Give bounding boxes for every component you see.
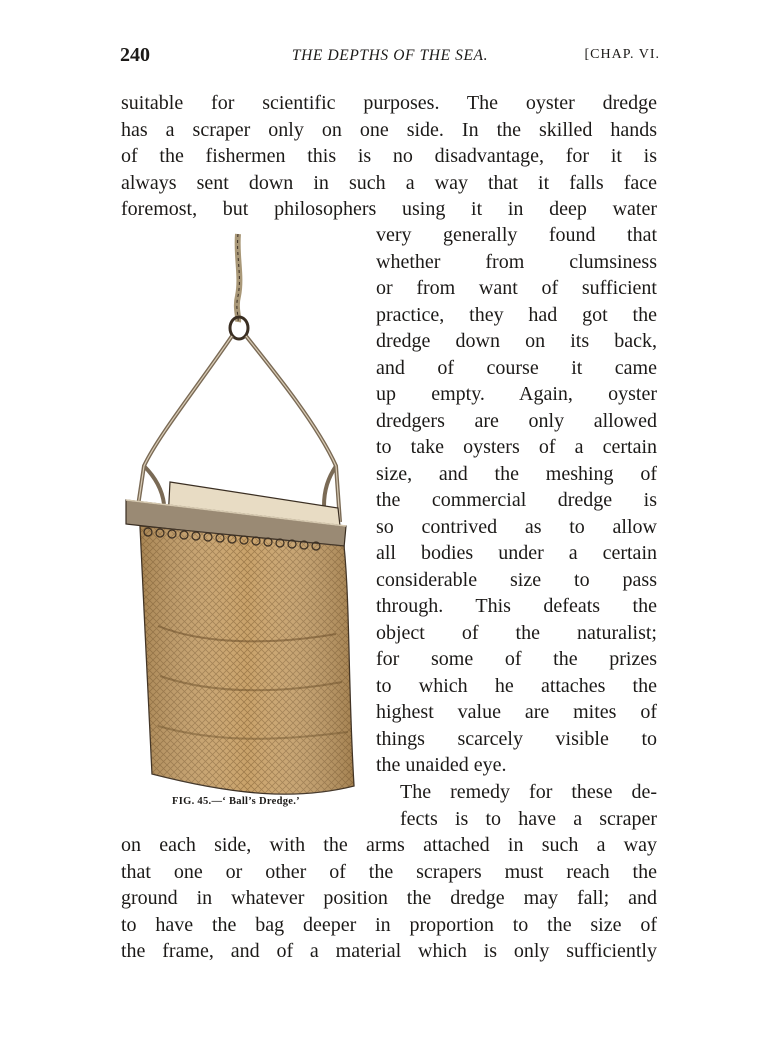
figure-balls-dredge [118,226,364,806]
text-line: has a scraper only on one side. In the skilled hands [121,118,657,141]
text-line: fects is to have a scraper [400,807,657,830]
dredge-illustration [118,226,364,806]
text-line: or from want of sufficient [376,277,657,299]
text-line: to which he attaches the [376,674,657,697]
text-line: for some of the prizes [376,648,657,670]
text-line: so contrived as to allow [376,515,657,538]
text-line: size, and the meshing of [376,462,657,485]
text-line: to have the bag deeper in proportion to the size of [121,913,657,936]
text-line: always sent down in such a way that it falls face [121,171,657,194]
text-line: suitable for scientific purposes. The oyster dredge [121,92,657,114]
chapter-reference: [CHAP. VI. [584,47,660,62]
text-line: practice, they had got the [376,303,657,326]
text-line: considerable size to pass [376,568,657,591]
text-line: the unaided eye. [376,754,507,776]
paragraph-top [121,90,657,223]
rope [237,234,240,322]
text-line: object of the naturalist; [376,621,657,644]
text-line: that one or other of the scrapers must reach the [121,860,657,883]
figure-caption: FIG. 45.—‘ Ball’s Dredge.’ [172,796,300,807]
text-line: ground in whatever position the dredge may fall; and [121,887,657,909]
running-head [120,44,660,76]
text-line: through. This defeats the [376,595,657,617]
text-line: dredge down on its back, [376,330,657,352]
text-line: all bodies under a certain [376,542,657,564]
paragraph-bottom [121,832,657,965]
mesh-bag [140,526,354,794]
text-line: highest value are mites of [376,701,657,723]
text-line: things scarcely visible to [376,727,657,750]
text-line: The remedy for these de- [400,781,657,803]
page-number: 240 [120,44,150,66]
text-line: the frame, and of a material which is only sufficiently [121,940,657,962]
text-line: whether from clumsiness [376,250,657,273]
paragraph-remedy-start [400,779,657,832]
text-line: and of course it came [376,356,657,379]
text-line: very generally found that [376,224,657,246]
text-line: the commercial dredge is [376,489,657,511]
text-line: foremost, but philosophers using it in deep water [121,198,657,220]
text-line: to take oysters of a certain [376,436,657,458]
running-title: THE DEPTHS OF THE SEA. [291,47,489,64]
text-line: up empty. Again, oyster [376,383,657,405]
text-line: on each side, with the arms attached in such a way [121,834,657,856]
text-line: dredgers are only allowed [376,409,657,432]
paragraph-beside-figure [376,222,657,779]
text-line: of the fishermen this is no disadvantage, for it is [121,145,657,167]
